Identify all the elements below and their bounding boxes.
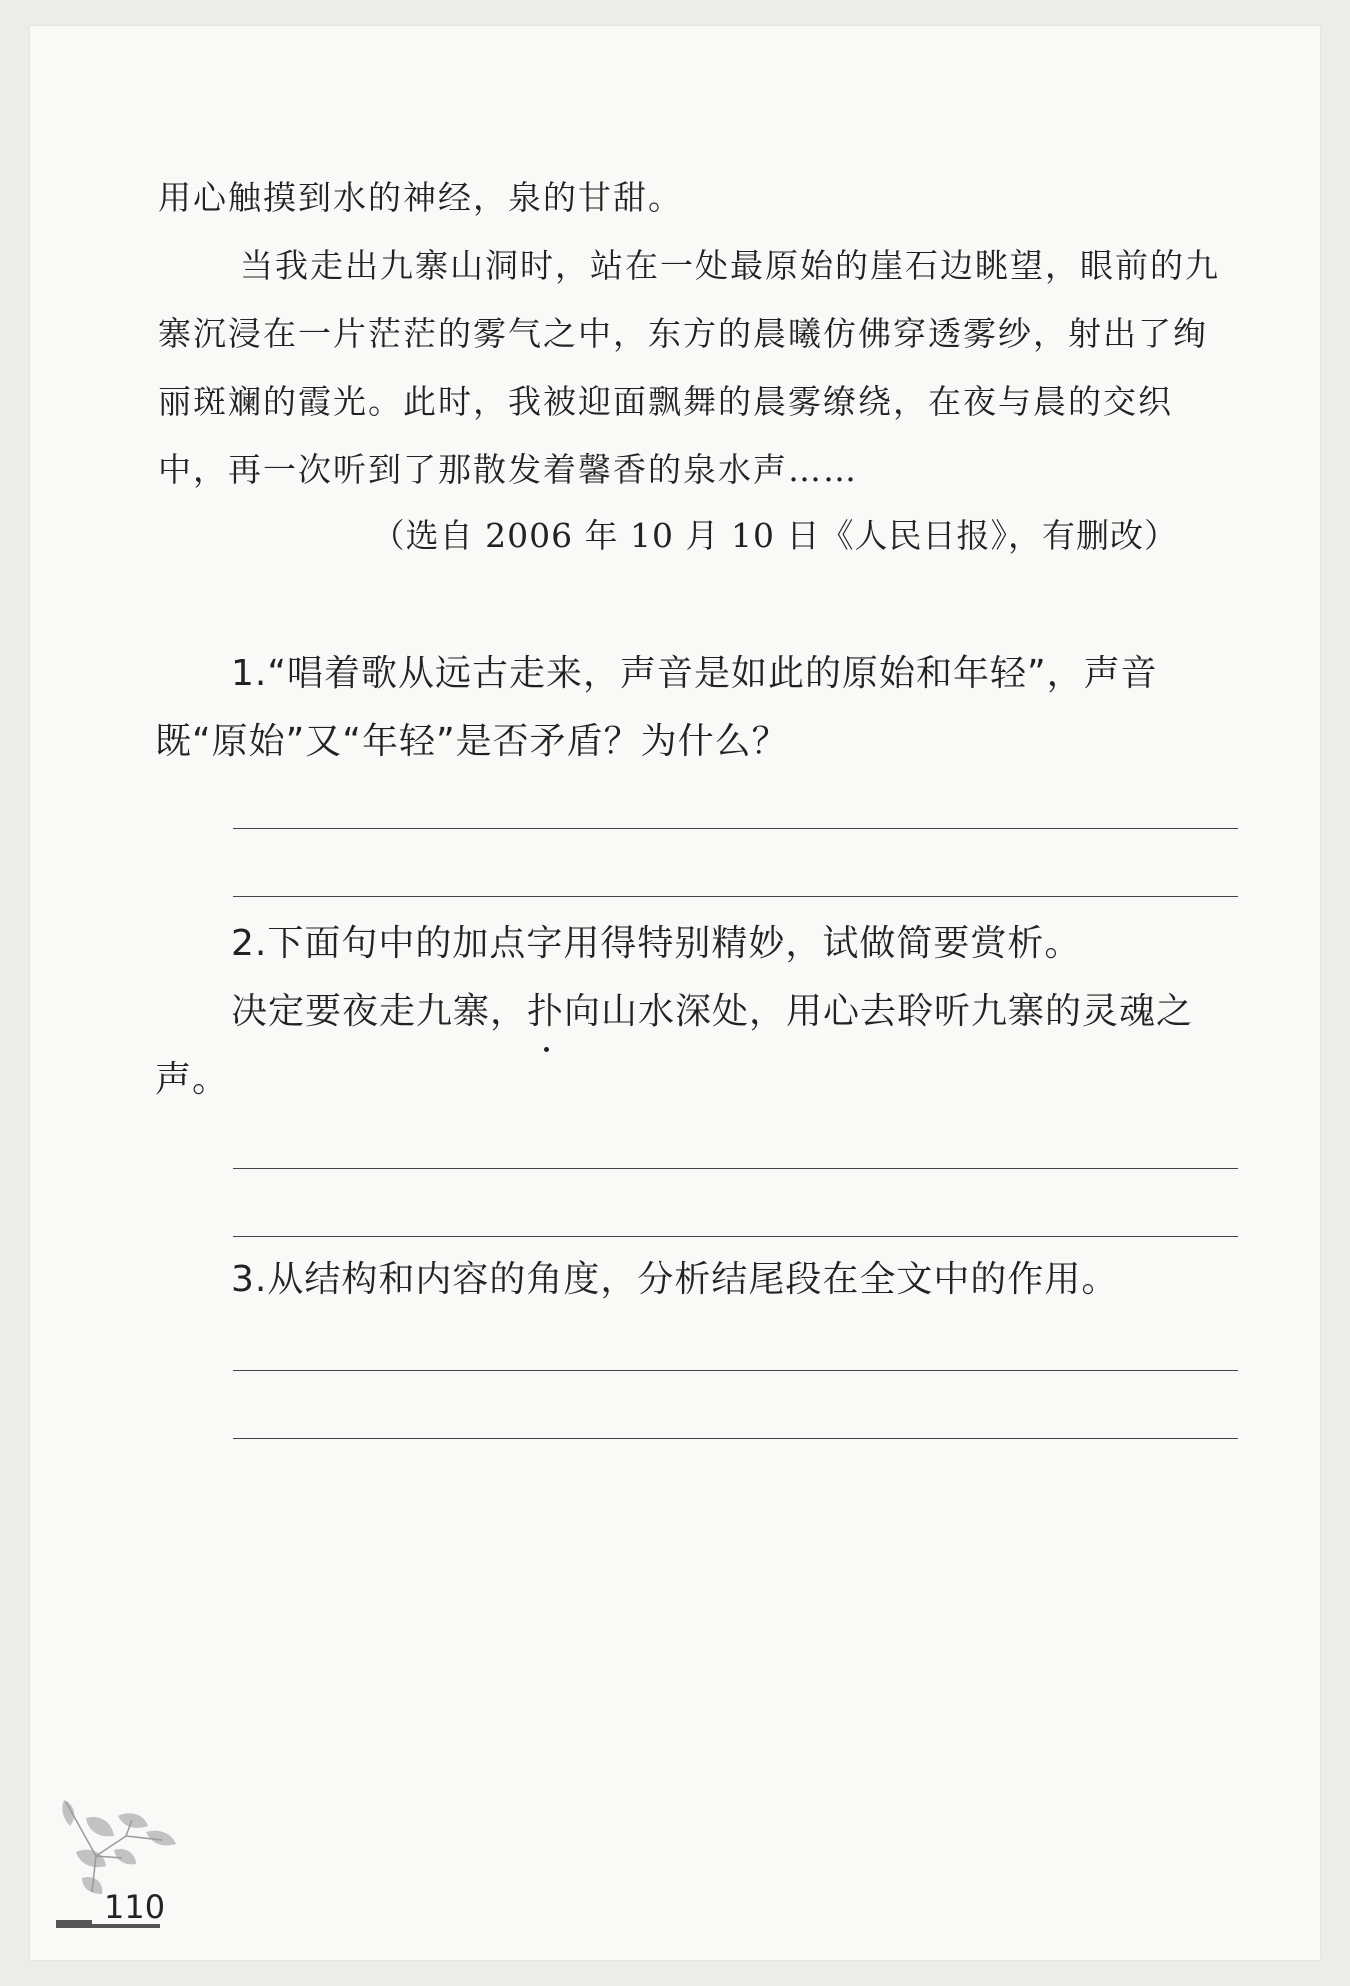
question-1: 1.“唱着歌从远古走来，声音是如此的原始和年轻”，声音既“原始”又“年轻”是否矛盾？为什么？: [155, 653, 1158, 762]
answer-line[interactable]: [233, 828, 1238, 829]
answer-line[interactable]: [233, 1236, 1238, 1237]
answer-line[interactable]: [233, 896, 1238, 897]
workbook-page: [30, 26, 1320, 1960]
emphasized-character-text: 扑: [527, 991, 565, 1032]
page-number: 110: [104, 1888, 166, 1926]
quote-text-before: 决定要夜走九寨，: [231, 991, 528, 1032]
passage-line-1: 用心触摸到水的神经，泉的甘甜。: [158, 178, 683, 217]
question-2-quote: [155, 978, 1240, 1114]
answer-line[interactable]: [233, 1168, 1238, 1169]
passage-paragraph-2: 当我走出九寨山洞时，站在一处最原始的崖石边眺望，眼前的九寨沉浸在一片茫茫的雾气之中，东方的晨曦仿佛穿透雾纱，射出了绚丽斑斓的霞光。此时，我被迎面飘舞的晨雾缭绕，在夜与晨的交织中，再一次听到了那散发着馨香的泉水声……: [158, 246, 1220, 489]
answer-line[interactable]: [233, 1438, 1238, 1439]
answer-line[interactable]: [233, 1370, 1238, 1371]
emphasized-character: [527, 978, 564, 1046]
emphasis-dot-icon: [544, 1047, 549, 1052]
quote-text-after: 向山水深处，用心去聆听九寨的灵魂之声。: [155, 991, 1194, 1100]
question-3: 3.从结构和内容的角度，分析结尾段在全文中的作用。: [231, 1259, 1119, 1300]
passage-source: （选自 2006 年 10 月 10 日《人民日报》，有删改）: [371, 516, 1178, 555]
question-2: 2.下面句中的加点字用得特别精妙，试做简要赏析。: [231, 923, 1082, 964]
